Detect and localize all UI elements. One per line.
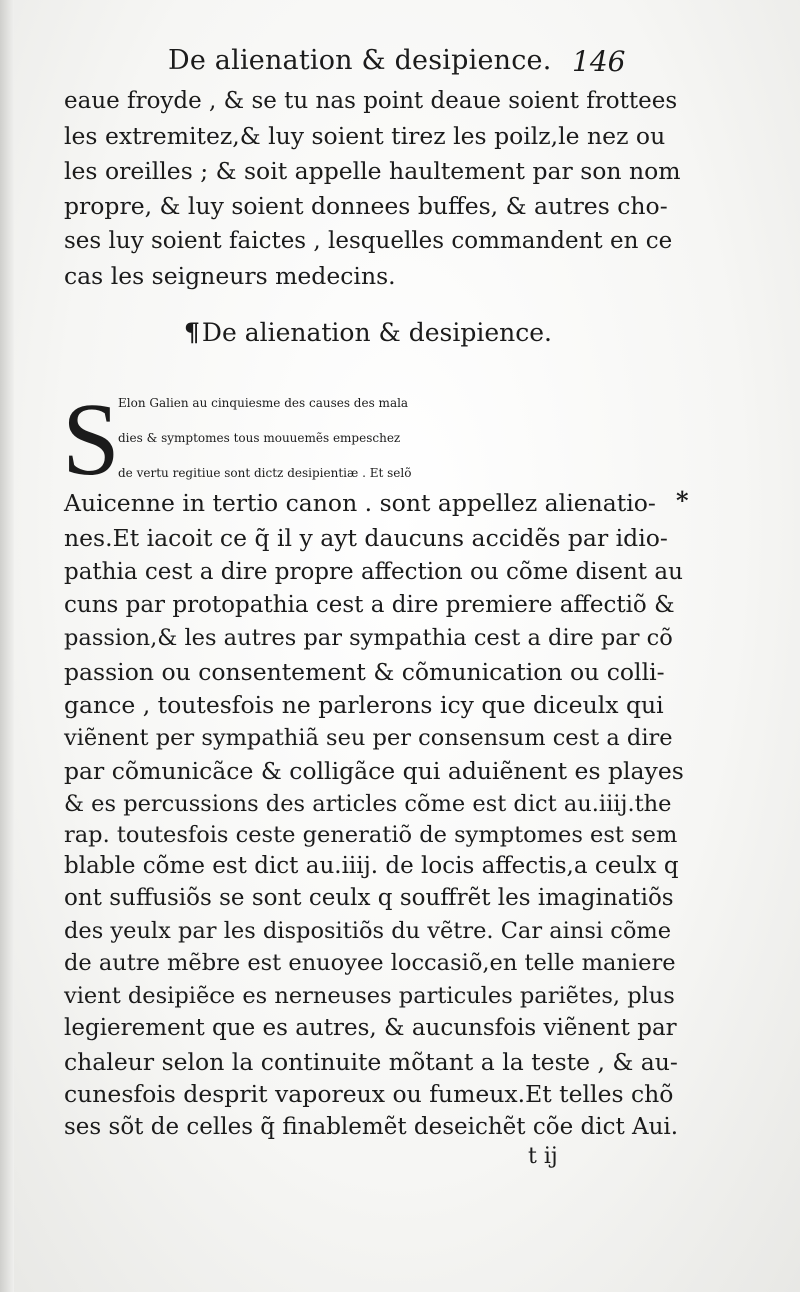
text-line: rap. toutesfois ceste generatiõ de symptomes est sem: [64, 822, 678, 848]
text-line: gance , toutesfois ne parlerons icy que diceulx qui: [64, 691, 664, 719]
text-line: des yeulx par les dispositiõs du vẽtre. Car ainsi cõme: [64, 918, 672, 944]
running-head: [0, 45, 800, 85]
text-line: ont suffusiõs se sont ceulx q souffrẽt les imaginatiõs: [64, 885, 674, 911]
text-line: & es percussions des articles cõme est dict au.iiij.the: [64, 791, 672, 817]
drop-cap: S: [62, 382, 120, 497]
section-heading-text: De alienation & desipience.: [201, 318, 552, 347]
text-line: dies & symptomes tous mouuemẽs empeschez: [118, 431, 401, 445]
running-title: De alienation & desipience.: [168, 45, 552, 76]
text-line: nes.Et iacoit ce q̃ il y ayt daucuns accidẽs par idio-: [64, 524, 668, 552]
margin-asterisk-icon: *: [676, 486, 689, 515]
pilcrow-icon: ¶: [184, 318, 200, 347]
text-line: cunesfois desprit vaporeux ou fumeux.Et telles chõ: [64, 1080, 674, 1108]
text-line: legierement que es autres, & aucunsfois viẽnent par: [64, 1015, 677, 1041]
text-line: par cõmunicãce & colligãce qui aduiẽnent es playes: [64, 757, 684, 785]
text-line: vient desipiẽce es nerneuses particules pariẽtes, plus: [64, 983, 675, 1009]
text-line: blable cõme est dict au.iiij. de locis affectis,a ceulx q: [64, 853, 679, 879]
text-line: propre, & luy soient donnees buffes, & autres cho-: [64, 192, 668, 220]
text-line: viẽnent per sympathiã seu per consensum cest a dire: [64, 725, 673, 751]
text-line: cas les seigneurs medecins.: [64, 262, 396, 290]
text-line: cuns par protopathia cest a dire premiere affectiõ &: [64, 592, 675, 618]
text-line: les oreilles ; & soit appelle haultement par son nom: [64, 157, 681, 185]
text-line: Elon Galien au cinquiesme des causes des mala: [118, 396, 409, 410]
text-line: de autre mẽbre est enuoyee loccasiõ,en telle maniere: [64, 950, 676, 976]
page-edge-shadow: [0, 0, 14, 1292]
text-line: passion,& les autres par sympathia cest a dire par cõ: [64, 625, 673, 651]
text-line: les extremitez,& luy soient tirez les poilz,le nez ou: [64, 122, 666, 150]
text-line: chaleur selon la continuite mõtant a la teste , & au-: [64, 1048, 678, 1076]
text-line: ses sõt de celles q̃ finablemẽt deseichẽt cõe dict Aui.: [64, 1114, 679, 1140]
text-line: de vertu regitiue sont dictz desipientiæ . Et selõ: [118, 466, 412, 480]
text-line: ses luy soient faictes , lesquelles commandent en ce: [64, 228, 673, 254]
page-number: 146: [572, 45, 626, 78]
text-line: passion ou consentement & cõmunication ou colli-: [64, 658, 665, 686]
section-heading: [184, 318, 552, 347]
text-line: Auicenne in tertio canon . sont appellez alienatio-: [64, 489, 656, 517]
text-line: pathia cest a dire propre affection ou cõme disent au: [64, 559, 683, 585]
text-line: eaue froyde , & se tu nas point deaue soient frottees: [64, 88, 678, 114]
signature-mark: t ij: [528, 1144, 558, 1169]
